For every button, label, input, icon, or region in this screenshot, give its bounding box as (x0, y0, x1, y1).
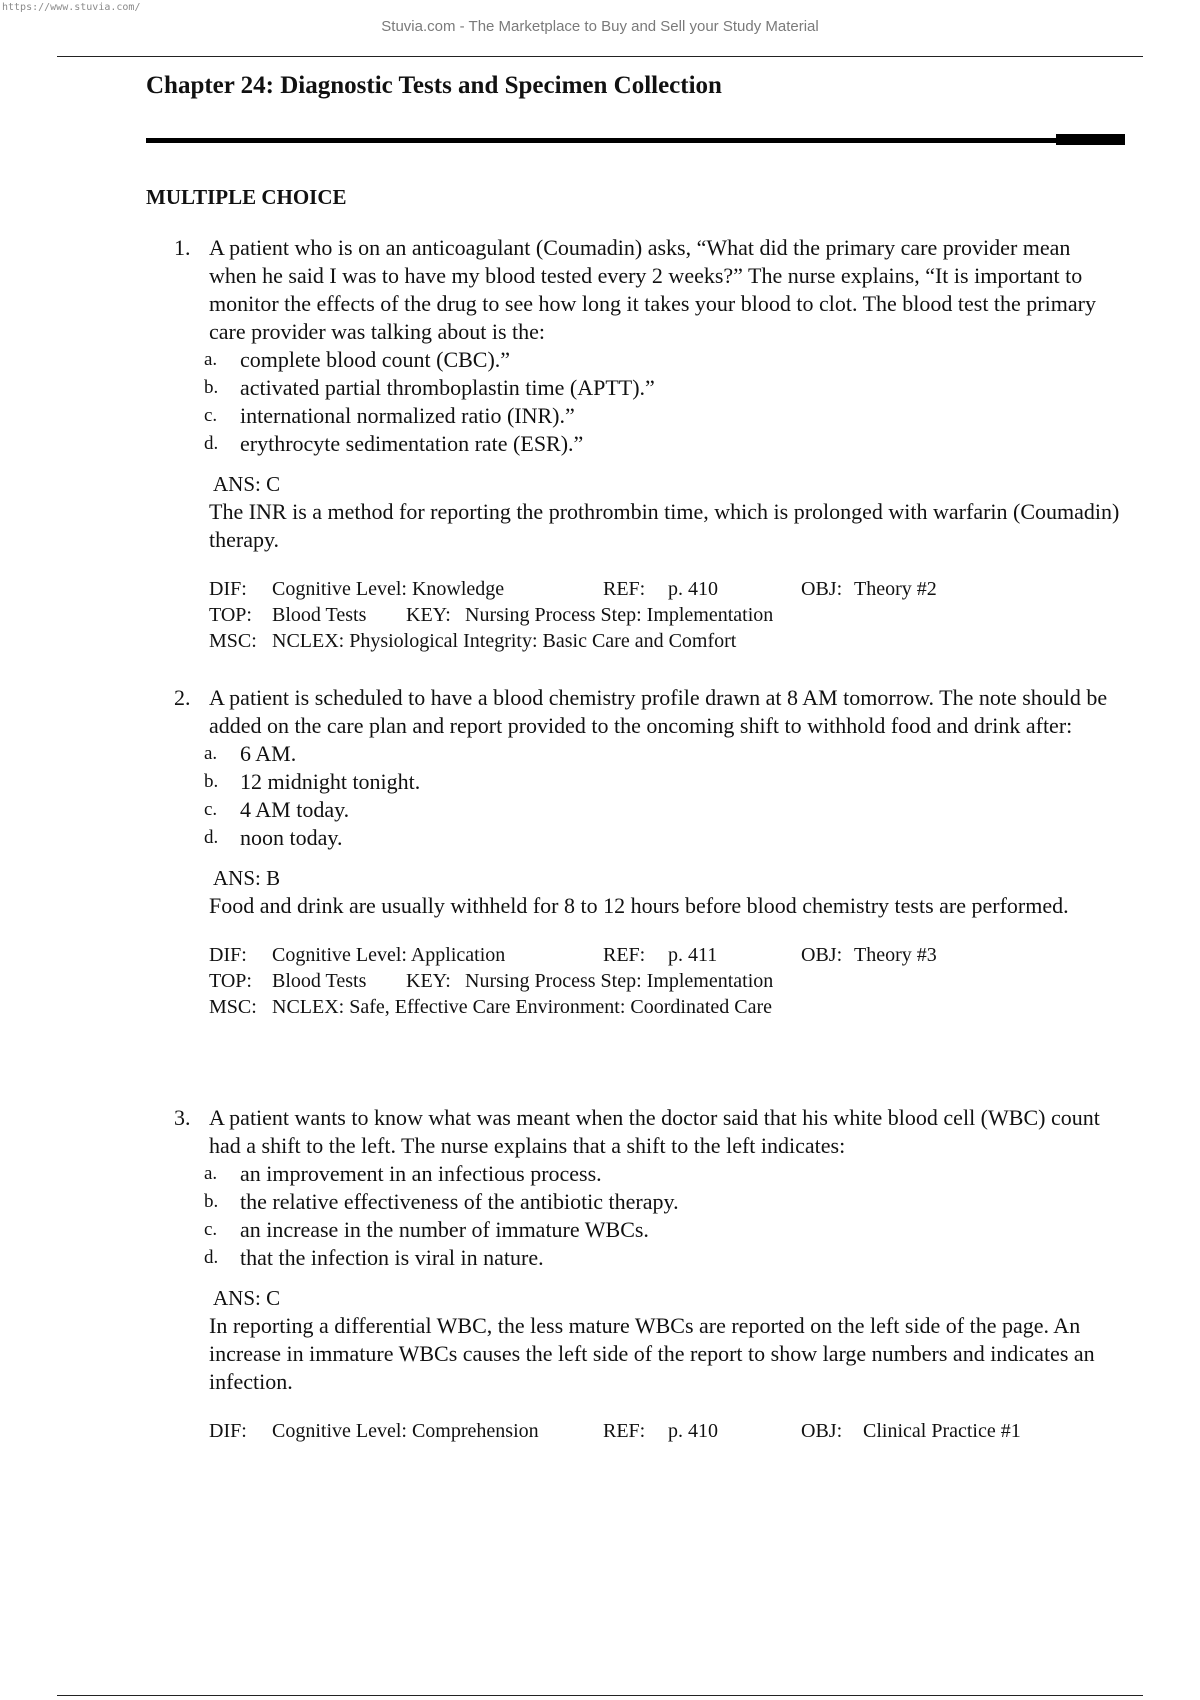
option-a (204, 1160, 1126, 1188)
footer-divider (57, 1695, 1143, 1696)
option-letter: b. (204, 1191, 219, 1212)
metadata-block (209, 1418, 1126, 1444)
option-text: international normalized ratio (INR).” (240, 403, 575, 428)
source-url: https://www.stuvia.com/ (2, 2, 141, 13)
option-letter: b. (204, 377, 219, 398)
metadata-block (209, 942, 1126, 1020)
dif-value: Cognitive Level: Comprehension (272, 1420, 539, 1442)
meta-row-dif (209, 1418, 1126, 1444)
option-text: 12 midnight tonight. (240, 769, 421, 794)
option-d (204, 1244, 1126, 1272)
question-1 (146, 234, 1126, 654)
metadata-block (209, 576, 1126, 654)
dif-value: Cognitive Level: Application (272, 944, 506, 966)
option-c (204, 1216, 1126, 1244)
msc-label: MSC: (209, 630, 257, 652)
answer-key: ANS: C (213, 1286, 281, 1310)
msc-label: MSC: (209, 996, 257, 1018)
question-number: 1. (174, 235, 191, 260)
option-letter: d. (204, 1247, 219, 1268)
top-label: TOP: (209, 604, 252, 626)
obj-label: OBJ: (801, 944, 843, 966)
option-text: noon today. (240, 825, 343, 850)
option-text: an increase in the number of immature WBCs. (240, 1217, 649, 1242)
meta-row-top (209, 968, 1126, 994)
meta-row-msc (209, 994, 1126, 1020)
answer-key: ANS: B (213, 866, 281, 890)
key-label: KEY: (406, 970, 451, 992)
top-value: Blood Tests (272, 604, 367, 626)
ref-value: p. 410 (668, 578, 718, 600)
dif-label: DIF: (209, 578, 247, 600)
option-a (204, 346, 1126, 374)
key-value: Nursing Process Step: Implementation (465, 604, 774, 626)
rationale: In reporting a differential WBC, the less mature WBCs are reported on the left side of the page. An increase in immature WBCs causes the left side of the report to show large numbers and indicates an infection. (209, 1313, 1095, 1394)
option-letter: c. (204, 405, 218, 426)
dif-label: DIF: (209, 944, 247, 966)
option-b (204, 1188, 1126, 1216)
rationale: The INR is a method for reporting the prothrombin time, which is prolonged with warfarin (Coumadin) therapy. (209, 499, 1120, 552)
option-c (204, 796, 1126, 824)
rationale: Food and drink are usually withheld for 8 to 12 hours before blood chemistry tests are performed. (209, 893, 1069, 918)
option-c (204, 402, 1126, 430)
ref-label: REF: (603, 578, 646, 600)
obj-label: OBJ: (801, 578, 843, 600)
answer-key: ANS: C (213, 472, 281, 496)
option-letter: c. (204, 1219, 218, 1240)
option-letter: d. (204, 433, 219, 454)
ref-value: p. 411 (668, 944, 718, 966)
option-d (204, 824, 1126, 852)
answer-options (204, 1160, 1126, 1272)
question-number: 3. (174, 1105, 191, 1130)
option-letter: a. (204, 743, 218, 764)
header-divider (57, 56, 1143, 57)
ref-value: p. 410 (668, 1420, 718, 1442)
meta-row-top (209, 602, 1126, 628)
site-header: Stuvia.com - The Marketplace to Buy and Sell your Study Material (381, 18, 819, 35)
chapter-title: Chapter 24: Diagnostic Tests and Specimen Collection (146, 72, 722, 99)
question-stem: A patient wants to know what was meant when the doctor said that his white blood cell (WBC) count had a shift to the left. The nurse explains that a shift to the left indicates: (209, 1105, 1100, 1158)
obj-value: Clinical Practice #1 (863, 1420, 1021, 1442)
top-label: TOP: (209, 970, 252, 992)
obj-value: Theory #2 (854, 578, 937, 600)
title-rule-end (1056, 134, 1125, 145)
title-rule (146, 138, 1056, 143)
answer-options (204, 346, 1126, 458)
option-letter: a. (204, 1163, 218, 1184)
option-text: an improvement in an infectious process. (240, 1161, 602, 1186)
option-text: that the infection is viral in nature. (240, 1245, 544, 1270)
dif-value: Cognitive Level: Knowledge (272, 578, 505, 600)
ref-label: REF: (603, 1420, 646, 1442)
option-letter: d. (204, 827, 219, 848)
meta-row-dif (209, 576, 1126, 602)
obj-label: OBJ: (801, 1420, 843, 1442)
option-text: erythrocyte sedimentation rate (ESR).” (240, 431, 584, 456)
option-letter: c. (204, 799, 218, 820)
question-2 (146, 684, 1126, 1020)
key-label: KEY: (406, 604, 451, 626)
msc-value: NCLEX: Safe, Effective Care Environment: Coordinated Care (272, 996, 773, 1018)
option-text: the relative effectiveness of the antibiotic therapy. (240, 1189, 679, 1214)
dif-label: DIF: (209, 1420, 247, 1442)
key-value: Nursing Process Step: Implementation (465, 970, 774, 992)
option-text: 6 AM. (240, 741, 297, 766)
option-text: 4 AM today. (240, 797, 350, 822)
meta-row-dif (209, 942, 1126, 968)
question-stem: A patient is scheduled to have a blood chemistry profile drawn at 8 AM tomorrow. The note should be added on the care plan and report provided to the oncoming shift to withhold food and drink after: (209, 685, 1108, 738)
option-a (204, 740, 1126, 768)
option-text: complete blood count (CBC).” (240, 347, 511, 372)
option-b (204, 374, 1126, 402)
meta-row-msc (209, 628, 1126, 654)
question-stem: A patient who is on an anticoagulant (Coumadin) asks, “What did the primary care provider mean when he said I was to have my blood tested every 2 weeks?” The nurse explains, “It is important to monitor the effects of the drug to see how long it takes your blood to clot. The blood test the primary care provider was talking about is the: (209, 235, 1096, 344)
msc-value: NCLEX: Physiological Integrity: Basic Care and Comfort (272, 630, 737, 652)
answer-options (204, 740, 1126, 852)
option-letter: b. (204, 771, 219, 792)
option-b (204, 768, 1126, 796)
option-text: activated partial thromboplastin time (APTT).” (240, 375, 655, 400)
obj-value: Theory #3 (854, 944, 937, 966)
top-value: Blood Tests (272, 970, 367, 992)
question-number: 2. (174, 685, 191, 710)
option-letter: a. (204, 349, 218, 370)
option-d (204, 430, 1126, 458)
section-title: MULTIPLE CHOICE (146, 185, 347, 209)
question-3 (146, 1104, 1126, 1444)
ref-label: REF: (603, 944, 646, 966)
